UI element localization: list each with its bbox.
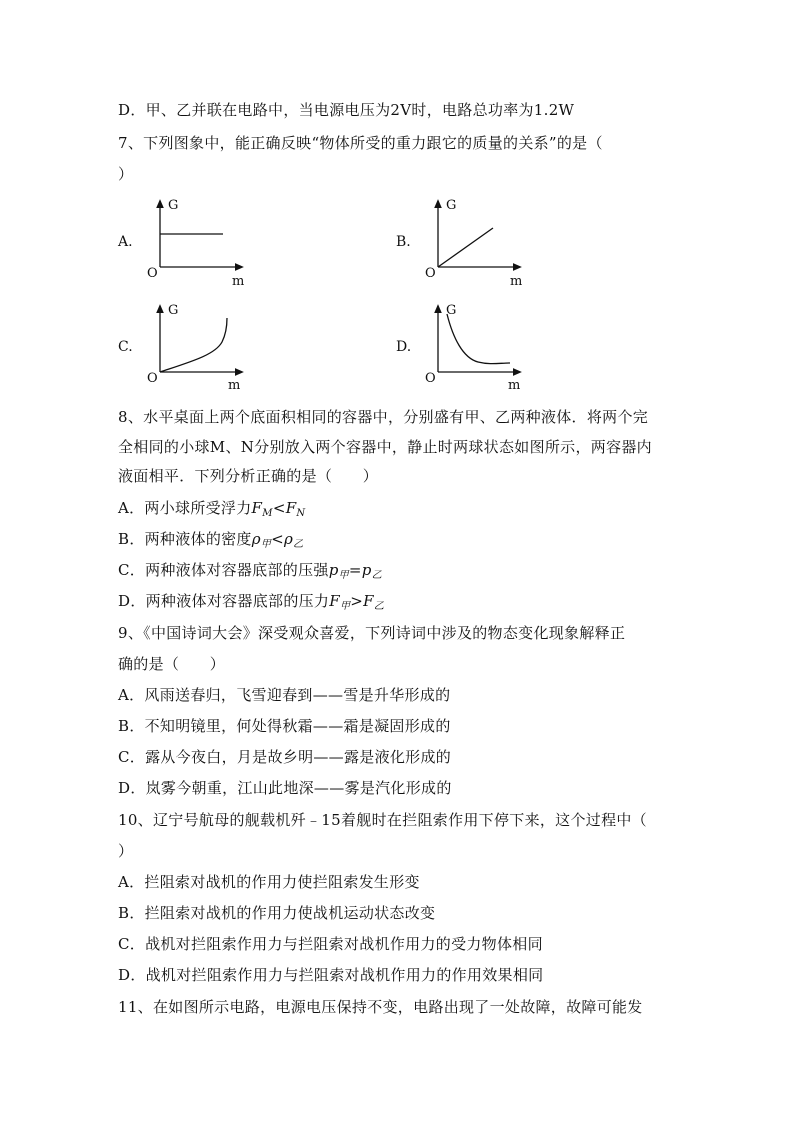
q8-option-d: D．两种液体对容器底部的压力$F_甲>F_乙$ [118, 592, 385, 612]
q8-option-a: A．两小球所受浮力$F_M<F_N$ [118, 499, 306, 519]
q9-option-a: A．风雨送春归，飞雪迎春到——雪是升华形成的 [118, 686, 451, 704]
q10-stem-line2: ） [118, 842, 134, 860]
q9-stem-line1: 9、《中国诗词大会》深受观众喜爱，下列诗词中涉及的物态变化现象解释正 [118, 624, 626, 642]
q8-stem-line2: 全相同的小球M、N分别放入两个容器中，静止时两球状态如图所示，两容器内 [118, 438, 652, 456]
x-axis-label: m [508, 378, 521, 393]
x-axis-label: m [232, 274, 245, 289]
origin-label: O [425, 266, 436, 281]
q10-option-a: A．拦阻索对战机的作用力使拦阻索发生形变 [118, 873, 420, 891]
q7-stem-line1: 7、下列图象中，能正确反映“物体所受的重力跟它的质量的关系”的是（ [118, 134, 603, 152]
q8-option-c: C．两种液体对容器底部的压强$p_甲=p_乙$ [118, 561, 382, 581]
q7-graph-a [140, 195, 250, 290]
q9-stem-line2: 确的是（ ） [118, 655, 226, 673]
y-axis-label: G [446, 303, 457, 318]
graph-curve [160, 318, 227, 372]
y-axis-label: G [168, 198, 179, 213]
q8-stem-line1: 8、水平桌面上两个底面积相同的容器中，分别盛有甲、乙两种液体．将两个完 [118, 408, 649, 426]
q6-option-d: D．甲、乙并联在电路中，当电源电压为2V时，电路总功率为1.2W [118, 101, 575, 119]
q7-graph-c-letter: C. [118, 339, 133, 355]
q10-option-c: C．战机对拦阻索作用力与拦阻索对战机作用力的受力物体相同 [118, 935, 543, 953]
q11-stem-line1: 11、在如图所示电路，电源电压保持不变，电路出现了一处故障，故障可能发 [118, 998, 643, 1016]
graph-line [438, 228, 493, 267]
origin-label: O [147, 266, 158, 281]
y-axis-label: G [446, 198, 457, 213]
x-axis-label: m [228, 378, 241, 393]
origin-label: O [425, 371, 436, 386]
q10-option-d: D．战机对拦阻索作用力与拦阻索对战机作用力的作用效果相同 [118, 966, 544, 984]
q7-graph-b [418, 195, 528, 290]
q7-graph-d [418, 300, 528, 395]
y-axis-label: G [168, 303, 179, 318]
x-axis-label: m [510, 274, 523, 289]
q10-option-b: B．拦阻索对战机的作用力使战机运动状态改变 [118, 904, 436, 922]
q7-graph-d-letter: D. [396, 339, 412, 355]
q9-option-d: D．岚雾今朝重，江山此地深——雾是汽化形成的 [118, 779, 452, 797]
graph-curve [447, 314, 510, 364]
q10-stem-line1: 10、辽宁号航母的舰载机歼﹣15着舰时在拦阻索作用下停下来，这个过程中（ [118, 811, 647, 829]
q7-stem-line2: ） [118, 165, 134, 183]
q9-option-c: C．露从今夜白，月是故乡明——露是液化形成的 [118, 748, 452, 766]
q7-graph-b-letter: B. [396, 234, 411, 250]
q7-graph-a-letter: A. [118, 234, 133, 250]
q8-option-b: B．两种液体的密度$\rho_甲<\rho_乙$ [118, 530, 304, 550]
q9-option-b: B．不知明镜里，何处得秋霜——霜是凝固形成的 [118, 717, 451, 735]
origin-label: O [147, 371, 158, 386]
q7-graph-c [140, 300, 250, 395]
q8-stem-line3: 液面相平．下列分析正确的是（ ） [118, 467, 379, 485]
